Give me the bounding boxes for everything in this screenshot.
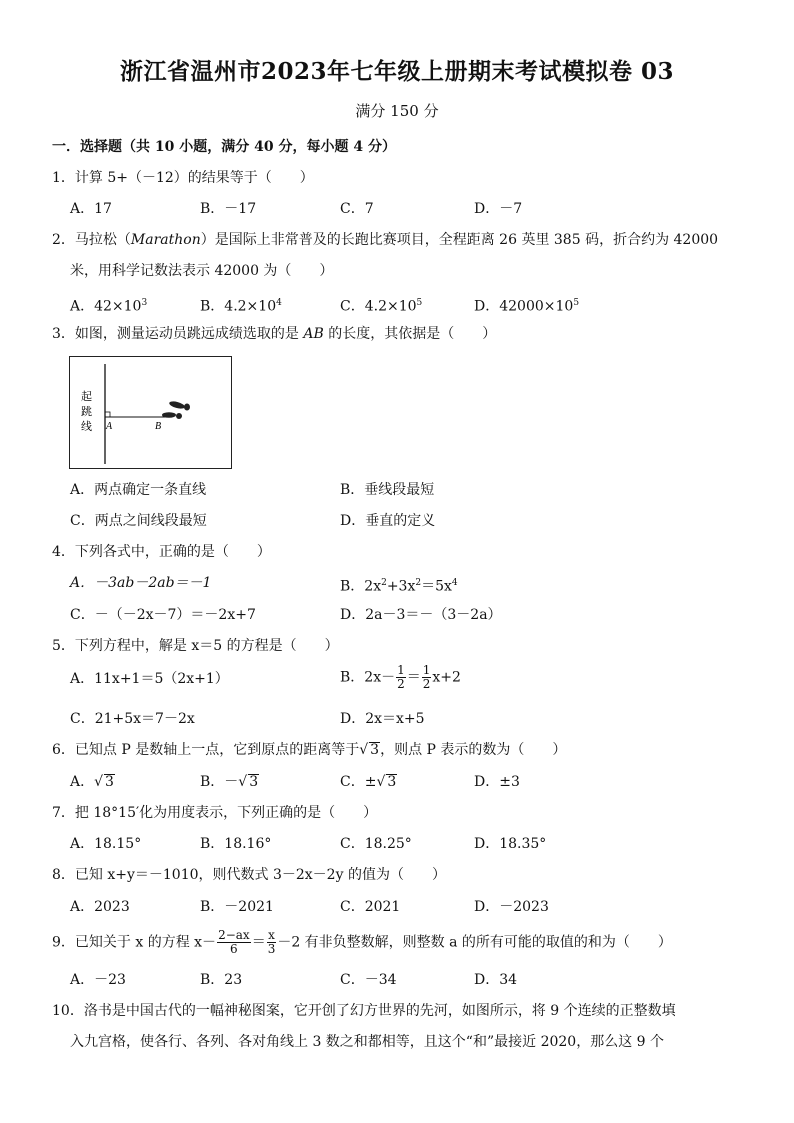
q3-option-d: D．垂直的定义 [340,513,436,529]
q8-option-b: B．－2021 [200,899,274,915]
q5-option-a: A．11x+1＝5（2x+1） [70,671,229,687]
q4-option-a: A．－3ab－2ab＝－1 [70,575,212,591]
point-a-label: A [106,421,113,432]
fraction-2-ax-over-6: $\frac{2-ax}{6}$ [218,928,250,956]
question-1-stem: 1．计算 5+（－12）的结果等于（ ） [52,170,314,186]
q2-option-a: A．$42\times 10^3$ [70,298,148,315]
q7-option-b: B．18.16° [200,836,272,852]
question-7-stem: 7．把 18°15′化为用度表示，下列正确的是（ ） [52,805,378,821]
question-4-stem: 4．下列各式中，正确的是（ ） [52,544,271,560]
section-heading: 一．选择题（共 10 小题，满分 40 分，每小题 4 分） [52,139,396,155]
page-title: 浙江省温州市2023年七年级上册期末考试模拟卷 03 [119,58,675,85]
q4-option-b: B．$2x^2+3x^2=5x^4$ [340,578,458,595]
fraction-half-1: $\frac{1}{2}$ [397,663,405,691]
start-line-label-1: 起 [81,391,92,403]
q1-option-c: C．7 [340,201,374,217]
q8-option-a: A．2023 [70,899,130,915]
q5-option-b: B．2x－ $\frac{1}{2}$ ＝ $\frac{1}{2}$ x+2 [340,663,461,691]
question-10-stem-line2: 入九宫格，使各行、各列、各对角线上 3 数之和都相等，且这个“和”最接近 2020，那么这 9 个 [70,1034,665,1050]
q2-option-b: B．$4.2\times 10^4$ [200,298,282,315]
start-line-label-2: 跳 [81,406,92,418]
q3-option-a: A．两点确定一条直线 [70,482,207,498]
q9-option-c: C．－34 [340,972,397,988]
q1-option-d: D．－7 [474,201,523,217]
question-5-stem: 5．下列方程中，解是 x＝5 的方程是（ ） [52,638,339,654]
q5-option-d: D．2x＝x+5 [340,711,425,727]
q6-option-b: B．－√ 3 [200,774,259,790]
q6-option-a: A．√ 3 [70,774,114,790]
question-9-stem: 9．已知关于 x 的方程 x－ $\frac{2-ax}{6}$ ＝ $\frac{x}{3}$ －2 有非负整数解，则整数 a 的所有可能的取值的和为（ ） [52,928,672,956]
right-angle-mark [105,412,110,417]
q5-option-c: C．21+5x＝7－2x [70,711,195,727]
q8-option-c: C．2021 [340,899,401,915]
q2-option-d: D．$42000\times 10^5$ [474,298,580,315]
q9-option-b: B．23 [200,972,243,988]
question-10-stem-line1: 10．洛书是中国古代的一幅神秘图案，它开创了幻方世界的先河，如图所示，将 9 个连续的正整数填 [52,1003,676,1019]
long-jump-figure [69,356,232,469]
q4-option-c: C．－（－2x－7）＝－2x+7 [70,607,256,623]
question-8-stem: 8．已知 x+y＝－1010，则代数式 3－2x－2y 的值为（ ） [52,867,446,883]
figure-border [70,357,232,469]
q7-option-c: C．18.25° [340,836,412,852]
question-3-stem: 3．如图，测量运动员跳远成绩选取的是 AB 的长度，其依据是（ ） [52,326,497,342]
question-2-stem-line2: 米，用科学记数法表示 42000 为（ ） [70,263,334,279]
q3-option-b: B．垂线段最短 [340,482,435,498]
point-b-label: B [155,421,162,432]
q7-option-a: A．18.15° [70,836,142,852]
q9-option-d: D．34 [474,972,518,988]
q2-option-c: C．$4.2\times 10^5$ [340,298,423,315]
page-subtitle: 满分 150 分 [355,102,439,120]
start-line-label-3: 线 [81,421,92,433]
fraction-half-2: $\frac{1}{2}$ [422,663,431,691]
footprints-icon [162,400,190,419]
q6-option-c: C．±√ 3 [340,774,397,790]
q1-option-a: A．17 [70,201,112,217]
q4-option-d: D．2a－3＝－（3－2a） [340,607,502,623]
q8-option-d: D．－2023 [474,899,549,915]
q7-option-d: D．18.35° [474,836,547,852]
question-6-stem: 6．已知点 P 是数轴上一点，它到原点的距离等于√ 3，则点 P 表示的数为（ ） [52,742,567,758]
q1-option-b: B．－17 [200,201,257,217]
fraction-x-over-3: $\frac{x}{3}$ [267,928,276,956]
question-2-stem-line1: 2．马拉松（Marathon）是国际上非常普及的长跑比赛项目，全程距离 26 英里 385 码，折合约为 42000 [52,232,719,248]
q6-option-d: D．±3 [474,774,520,790]
q9-option-a: A．－23 [70,972,126,988]
q3-option-c: C．两点之间线段最短 [70,513,207,529]
